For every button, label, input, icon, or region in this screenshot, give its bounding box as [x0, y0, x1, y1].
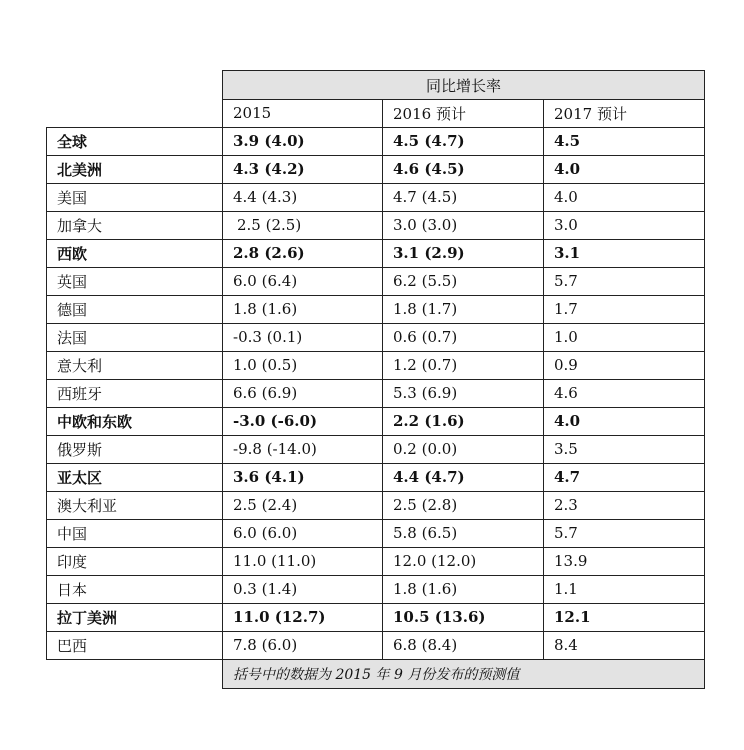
table-row [47, 491, 705, 519]
table-cell: 1.2 (0.7) [383, 351, 544, 379]
table-cell: 2.2 (1.6) [383, 407, 544, 435]
table-cell: 13.9 [544, 547, 705, 575]
table-cell: 3.1 (2.9) [383, 239, 544, 267]
table-row [47, 211, 705, 239]
corner-blank-2 [47, 100, 223, 128]
table-cell: 8.4 [544, 631, 705, 659]
table-cell: -9.8 (-14.0) [223, 435, 383, 463]
row-label: 德国 [47, 295, 223, 323]
row-label: 北美洲 [47, 155, 223, 183]
table-row [47, 239, 705, 267]
table-cell: 3.0 [544, 211, 705, 239]
table-cell: 6.0 (6.0) [223, 519, 383, 547]
table-row [47, 407, 705, 435]
table-cell: 5.7 [544, 519, 705, 547]
table-cell: 1.1 [544, 575, 705, 603]
table-row [47, 323, 705, 351]
column-header-row [47, 100, 705, 128]
table-cell: 4.4 (4.3) [223, 183, 383, 211]
column-header-2016: 2016 预计 [383, 100, 544, 128]
table-cell: 2.5 (2.8) [383, 491, 544, 519]
table-cell: 1.8 (1.6) [383, 575, 544, 603]
table-cell: 4.0 [544, 407, 705, 435]
table-cell: 3.5 [544, 435, 705, 463]
row-label: 印度 [47, 547, 223, 575]
table-row [47, 435, 705, 463]
row-label: 法国 [47, 323, 223, 351]
table-cell: 1.8 (1.7) [383, 295, 544, 323]
group-header-row [47, 71, 705, 100]
table-row [47, 155, 705, 183]
table-cell: 0.2 (0.0) [383, 435, 544, 463]
corner-blank [47, 71, 223, 100]
table-cell: 2.5 (2.4) [223, 491, 383, 519]
row-label: 西班牙 [47, 379, 223, 407]
table-cell: 4.0 [544, 183, 705, 211]
table-cell: 5.7 [544, 267, 705, 295]
table-cell: 11.0 (12.7) [223, 603, 383, 631]
table-cell: 2.8 (2.6) [223, 239, 383, 267]
table-cell: 2.3 [544, 491, 705, 519]
table-row [47, 295, 705, 323]
row-label: 拉丁美洲 [47, 603, 223, 631]
table-cell: 4.7 [544, 463, 705, 491]
table-cell: 4.0 [544, 155, 705, 183]
row-label: 加拿大 [47, 211, 223, 239]
row-label: 巴西 [47, 631, 223, 659]
table-cell: 10.5 (13.6) [383, 603, 544, 631]
table-cell: 0.9 [544, 351, 705, 379]
table-cell: 6.0 (6.4) [223, 267, 383, 295]
group-header: 同比增长率 [223, 71, 705, 100]
table-row [47, 575, 705, 603]
table-cell: 3.0 (3.0) [383, 211, 544, 239]
table-row [47, 603, 705, 631]
table-cell: 12.0 (12.0) [383, 547, 544, 575]
table-cell: 4.6 (4.5) [383, 155, 544, 183]
row-label: 美国 [47, 183, 223, 211]
table-row [47, 379, 705, 407]
table-row [47, 631, 705, 659]
table-cell: 5.3 (6.9) [383, 379, 544, 407]
table-cell: 1.0 (0.5) [223, 351, 383, 379]
table-row [47, 351, 705, 379]
table-cell: 4.7 (4.5) [383, 183, 544, 211]
row-label: 意大利 [47, 351, 223, 379]
growth-rate-table [46, 70, 705, 689]
footnote: 括号中的数据为 2015 年 9 月份发布的预测值 [223, 659, 705, 688]
table-cell: 2.5 (2.5) [223, 211, 383, 239]
footnote-blank [47, 659, 223, 688]
table-cell: 6.8 (8.4) [383, 631, 544, 659]
table-cell: 1.8 (1.6) [223, 295, 383, 323]
table-cell: -3.0 (-6.0) [223, 407, 383, 435]
table-cell: 4.6 [544, 379, 705, 407]
footnote-row [47, 659, 705, 688]
table-cell: 0.6 (0.7) [383, 323, 544, 351]
table-row [47, 547, 705, 575]
row-label: 亚太区 [47, 463, 223, 491]
table-row [47, 267, 705, 295]
table-cell: 6.2 (5.5) [383, 267, 544, 295]
table-cell: 3.1 [544, 239, 705, 267]
table-cell: 3.6 (4.1) [223, 463, 383, 491]
table-cell: -0.3 (0.1) [223, 323, 383, 351]
table-cell: 12.1 [544, 603, 705, 631]
table-cell: 4.5 (4.7) [383, 127, 544, 155]
row-label: 西欧 [47, 239, 223, 267]
growth-table-container [46, 70, 705, 689]
table-cell: 4.4 (4.7) [383, 463, 544, 491]
row-label: 全球 [47, 127, 223, 155]
table-cell: 11.0 (11.0) [223, 547, 383, 575]
table-body [47, 127, 705, 659]
table-row [47, 519, 705, 547]
table-cell: 7.8 (6.0) [223, 631, 383, 659]
row-label: 澳大利亚 [47, 491, 223, 519]
table-cell: 1.7 [544, 295, 705, 323]
column-header-2015: 2015 [223, 100, 383, 128]
table-cell: 6.6 (6.9) [223, 379, 383, 407]
table-row [47, 463, 705, 491]
table-cell: 1.0 [544, 323, 705, 351]
row-label: 中国 [47, 519, 223, 547]
row-label: 中欧和东欧 [47, 407, 223, 435]
table-cell: 5.8 (6.5) [383, 519, 544, 547]
table-cell: 4.3 (4.2) [223, 155, 383, 183]
table-cell: 0.3 (1.4) [223, 575, 383, 603]
row-label: 英国 [47, 267, 223, 295]
table-row [47, 183, 705, 211]
column-header-2017: 2017 预计 [544, 100, 705, 128]
table-row [47, 127, 705, 155]
row-label: 俄罗斯 [47, 435, 223, 463]
table-cell: 4.5 [544, 127, 705, 155]
table-cell: 3.9 (4.0) [223, 127, 383, 155]
row-label: 日本 [47, 575, 223, 603]
